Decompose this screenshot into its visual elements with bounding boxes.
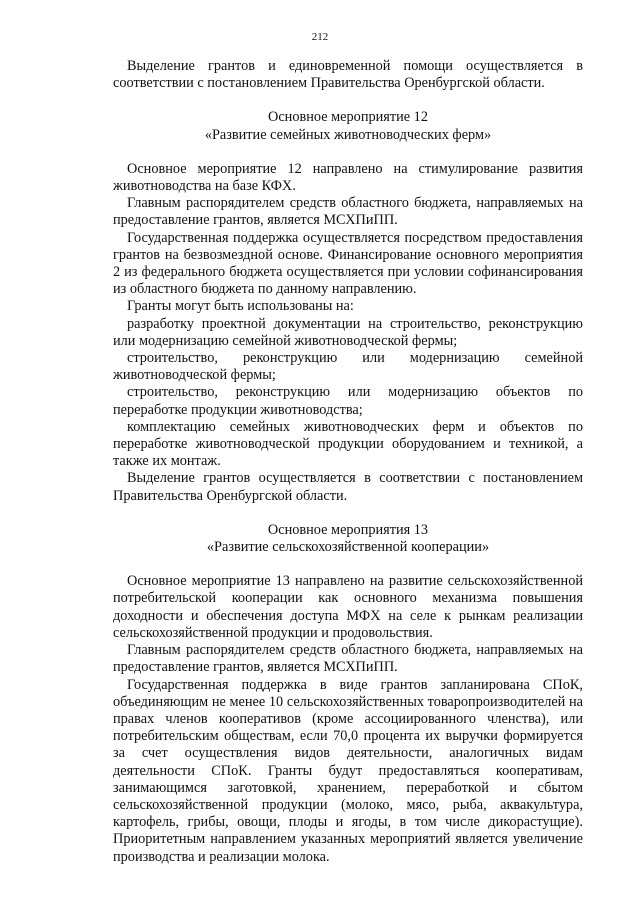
intro-paragraph: Выделение грантов и единовременной помощи осуществляется в соответствии с постановлением Правительства Оренбургской области.	[113, 58, 583, 92]
paragraph: Государственная поддержка осуществляется посредством предоставления грантов на безвозмездной основе. Финансирование основного мероприятия 2 из федерального бюджета осуществляется при условии софинансирования из областного бюджета по данному направлению.	[113, 229, 583, 298]
list-item: строительство, реконструкцию или модернизацию объектов по переработке продукции животноводства;	[113, 384, 583, 418]
paragraph: Выделение грантов осуществляется в соответствии с постановлением Правительства Оренбургской области.	[113, 470, 583, 504]
paragraph: Государственная поддержка в виде грантов запланирована СПоК, объединяющим не менее 10 сельскохозяйственных товаропроизводителей на правах членов кооперативов (кроме ассоциированного членства), или потребительским обществам, если 70,0 процента их выручки формируется за счет осуществления видов деятельности, аналогичных видам деятельности СПоК. Гранты будут предоставляться кооперативам, занимающимся заготовкой, хранением, переработкой и сбытом сельскохозяйственной продукции (молоко, мясо, рыба, аквакультура, картофель, грибы, овощи, плоды и ягоды, в том числе дикорастущие). Приоритетным направлением указанных мероприятий является увеличение производства и реализации молока.	[113, 676, 583, 865]
document-body	[113, 58, 583, 866]
paragraph: Главным распорядителем средств областного бюджета, направляемых на предоставление грантов, является МСХПиПП.	[113, 642, 583, 676]
list-item: комплектацию семейных животноводческих ферм и объектов по переработке животноводческой продукции оборудованием и техникой, а также их монтаж.	[113, 418, 583, 470]
list-item: строительство, реконструкцию или модернизацию семейной животноводческой фермы;	[113, 350, 583, 384]
section-13-title: Основное мероприятия 13	[267, 521, 429, 538]
page-number: 212	[311, 31, 329, 43]
list-item: разработку проектной документации на строительство, реконструкцию или модернизацию семейной животноводческой фермы;	[113, 315, 583, 349]
paragraph: Главным распорядителем средств областного бюджета, направляемых на предоставление грантов, является МСХПиПП.	[113, 195, 583, 229]
paragraph: Гранты могут быть использованы на:	[127, 298, 354, 315]
paragraph: Основное мероприятие 13 направлено на развитие сельскохозяйственной потребительской кооперации как основного механизма повышения доходности и обеспечения доступа МФХ на селе к рынкам реализации сельскохозяйственной продукции и продовольствия.	[113, 573, 583, 641]
section-13-subtitle: «Развитие сельскохозяйственной кооперации»	[206, 539, 490, 556]
section-12-title: Основное мероприятие 12	[268, 109, 428, 126]
section-12-subtitle: «Развитие семейных животноводческих ферм»	[204, 126, 492, 143]
paragraph: Основное мероприятие 12 направлено на стимулирование развития животноводства на базе КФХ.	[113, 160, 583, 195]
